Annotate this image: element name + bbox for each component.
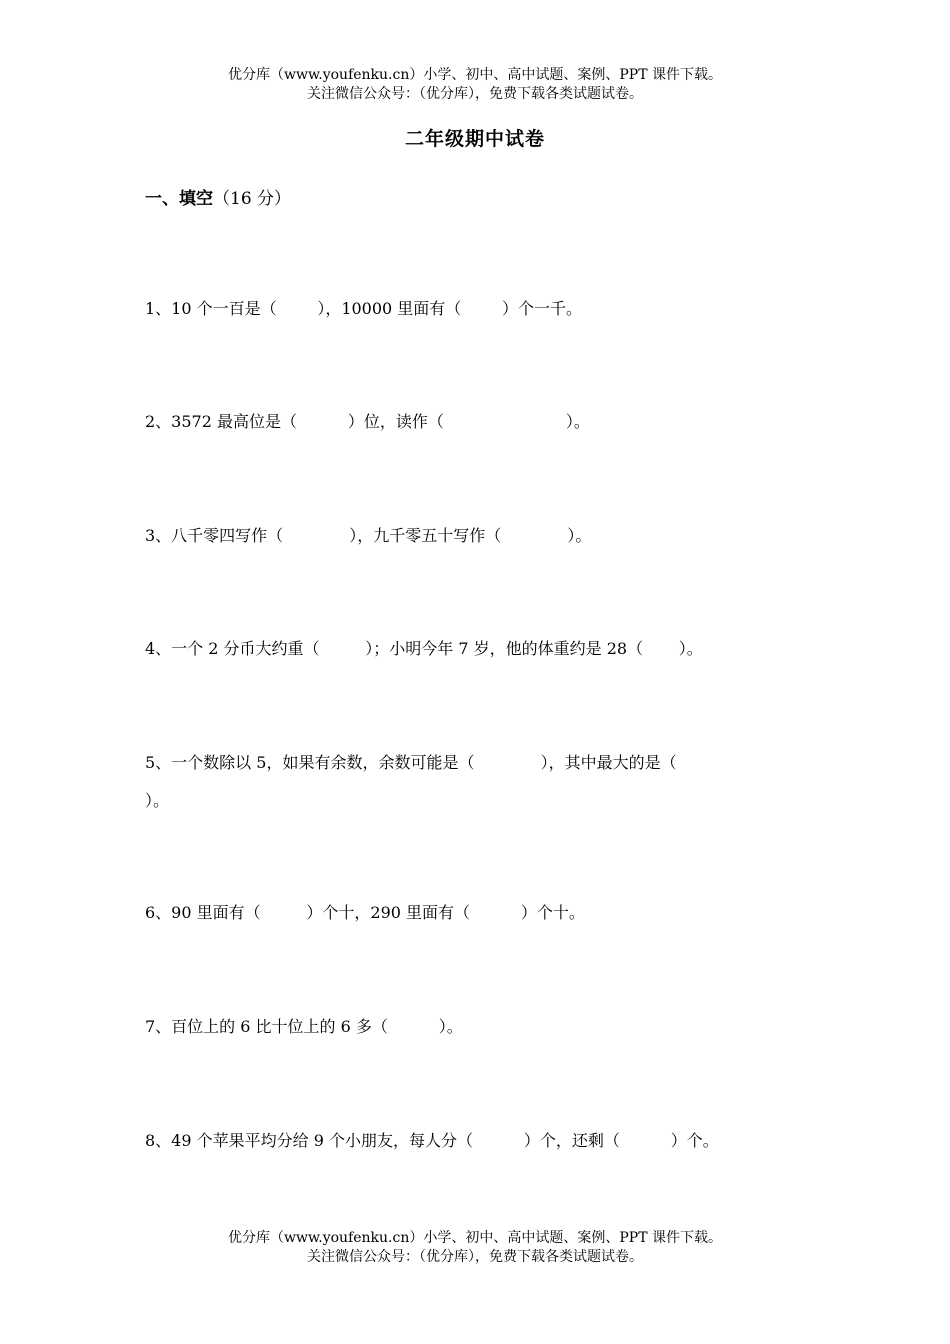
question-6: 6、90 里面有（ ）个十，290 里面有（ ）个十。: [145, 903, 585, 922]
section-heading: [145, 184, 291, 209]
question-8: 8、49 个苹果平均分给 9 个小朋友，每人分（ ）个，还剩（ ）个。: [145, 1131, 719, 1150]
page-title: 二年级期中试卷: [404, 128, 545, 150]
page-header: [0, 66, 950, 104]
footer-line-2: 关注微信公众号：（优分库），免费下载各类试题试卷。: [307, 1249, 643, 1265]
question-1: 1、10 个一百是（ ），10000 里面有（ ）个一千。: [145, 299, 582, 318]
header-line-2: 关注微信公众号：（优分库），免费下载各类试题试卷。: [307, 86, 643, 102]
page-footer: [0, 1229, 950, 1267]
section-name: 一、填空: [145, 189, 213, 209]
question-3: 3、八千零四写作（ ），九千零五十写作（ ）。: [145, 526, 592, 545]
question-4: 4、一个 2 分币大约重（ ）；小明今年 7 岁，他的体重约是 28（ ）。: [145, 639, 703, 658]
section-score: （16 分）: [213, 189, 292, 209]
question-5: 5、一个数除以 5，如果有余数，余数可能是（ ），其中最大的是（ ）。: [145, 753, 677, 810]
question-7: 7、百位上的 6 比十位上的 6 多（ ）。: [145, 1017, 463, 1036]
footer-line-1: 优分库（www.youfenku.cn）小学、初中、高中试题、案例、PPT 课件下载。: [227, 1230, 722, 1246]
question-2: 2、3572 最高位是（ ）位，读作（ ）。: [145, 412, 590, 431]
header-line-1: 优分库（www.youfenku.cn）小学、初中、高中试题、案例、PPT 课件下载。: [227, 67, 722, 83]
